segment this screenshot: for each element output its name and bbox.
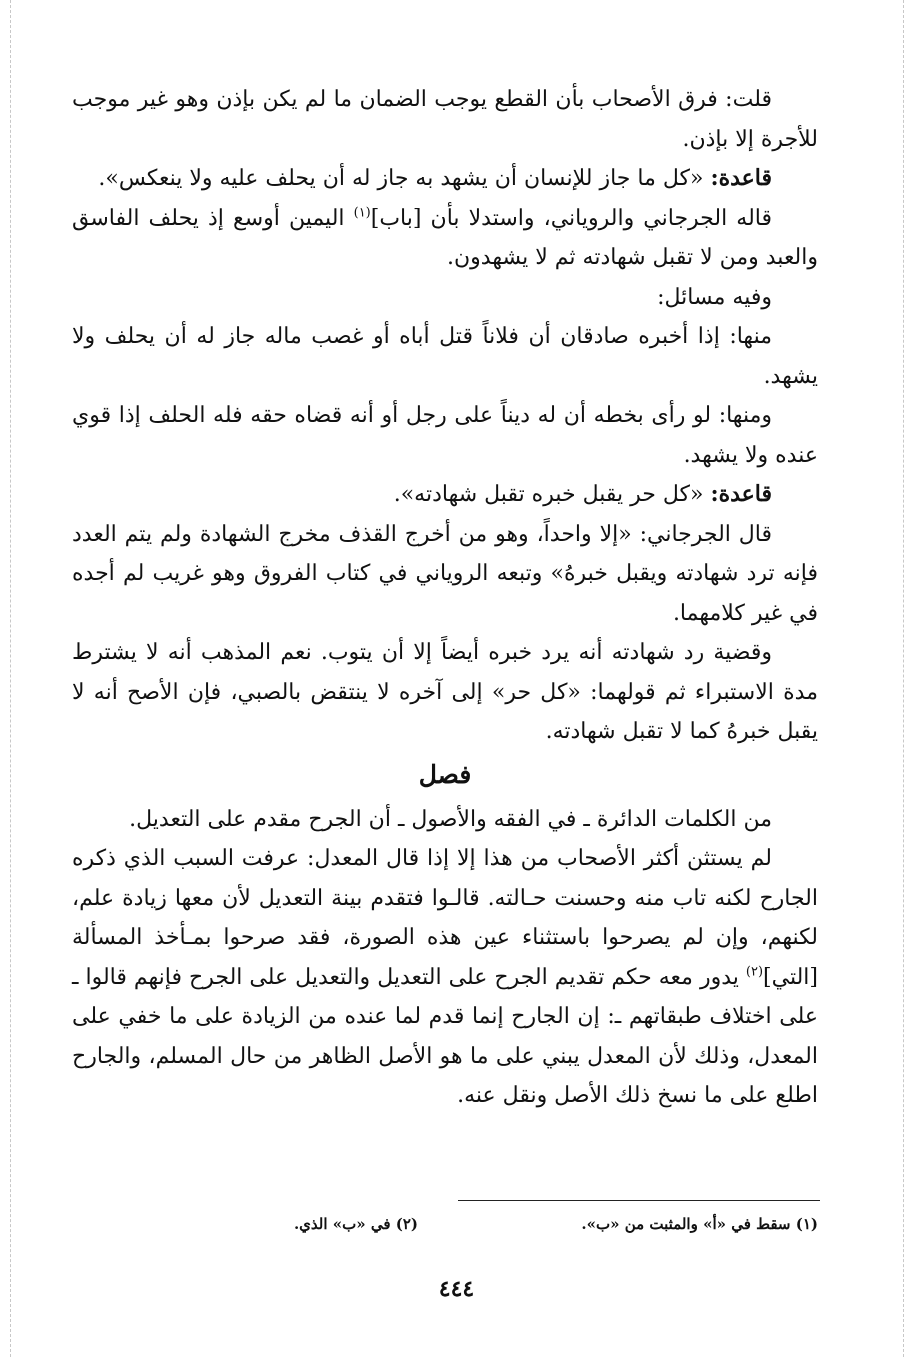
- footnote-ref-2: (٢): [745, 964, 764, 980]
- section-paragraph-2: [72, 839, 818, 1116]
- paragraph-text-part-a: قاله الجرجاني والروياني، واستدلا بأن [باب]: [370, 205, 773, 231]
- paragraph-text: ومنها: لو رأى بخطه أن له ديناً على رجل أو أنه قضاه حقه فله الحلف إذا قوي عنده ولا يشهد.: [72, 403, 818, 468]
- scan-margin-line-right: [903, 0, 904, 1357]
- footnote-1: (١) سقط في «أ» والمثبت من «ب».: [581, 1215, 818, 1233]
- main-text: [72, 80, 818, 1116]
- page-number: ٤٤٤: [438, 1276, 475, 1302]
- paragraph-rule-2: [72, 475, 818, 515]
- paragraph-6: [72, 396, 818, 475]
- paragraph-text-part-a: لم يستثن أكثر الأصحاب من هذا إلا إذا قال المعدل: عرفت السبب الذي ذكره الجارح لكنه تاب منه وحسنت حـالته. قالـوا فتقدم بينة التعديل لأن معها زيادة علم، لكنهم، وإن لم يصرحوا باستثناء عين هذه الصورة، فقد صرحوا بمـأخذ المسألة [التي]: [72, 846, 819, 990]
- paragraph-text: منها: إذا أخبره صادقان أن فلاناً قتل أباه أو غصب ماله جاز له أن يحلف ولا يشهد.: [72, 324, 818, 389]
- paragraph-text: وقضية رد شهادته أنه يرد خبره أيضاً إلا أن يتوب. نعم المذهب أنه لا يشترط مدة الاستبراء ثم قولهما: «كل حر» إلى آخره لا ينتقض بالصبي، فإن الأصح أنه لا يقبل خبرهُ كما لا تقبل شهادته.: [72, 640, 818, 744]
- paragraph-1: [72, 80, 818, 159]
- rule-label: قاعدة:: [710, 165, 772, 191]
- rule-text: «كل حر يقبل خبره تقبل شهادته».: [393, 482, 711, 507]
- paragraph-text: قلت: فرق الأصحاب بأن القطع يوجب الضمان ما لم يكن بإذن وهو غير موجب للأجرة إلا بإذن.: [72, 87, 818, 152]
- paragraph-rule-1: [72, 159, 818, 199]
- scan-margin-line-left: [10, 0, 11, 1357]
- paragraph-text-part-b: اليمين أوسع إذ يحلف الفاسق والعبد ومن لا تقبل شهادته ثم لا يشهدون.: [72, 205, 818, 270]
- paragraph-text: وفيه مسائل:: [657, 284, 772, 310]
- rule-text: «كل ما جاز للإنسان أن يشهد به جاز له أن يحلف عليه ولا ينعكس».: [98, 166, 711, 191]
- paragraph-text: من الكلمات الدائرة ـ في الفقه والأصول ـ أن الجرح مقدم على التعديل.: [129, 806, 772, 832]
- section-paragraph-1: [72, 800, 818, 840]
- paragraph-9: [72, 633, 818, 752]
- footnote-2: (٢) في «ب» الذي.: [293, 1215, 418, 1233]
- paragraph-text-part-b: يدور معه حكم تقديم الجرح على التعديل والتعديل على الجرح فإنهم قالوا ـ على اختلاف طبقاتهم ـ: إن الجارح إنما قدم لما عنده من الزيادة على ما خفي على المعدل، وذلك لأن المعدل يبني على ما هو الأصل الظاهر من حال المسلم، والجارح اطلع على ما نسخ ذلك الأصل ونقل عنه.: [72, 964, 818, 1108]
- footnote-ref-1: (١): [353, 205, 371, 221]
- paragraph-5: [72, 317, 818, 396]
- paragraph-8: [72, 515, 818, 634]
- footnotes: [72, 1210, 818, 1238]
- paragraph-3: [72, 199, 818, 278]
- paragraph-text: قال الجرجاني: «إلا واحداً، وهو من أخرج القذف مخرج الشهادة ولم يتم العدد فإنه ترد شهادته ويقبل خبرهُ» وتبعه الروياني في كتاب الفروق وهو غريب لم أجده في غير كلامهما.: [72, 521, 818, 626]
- paragraph-4: [72, 278, 818, 318]
- section-heading: فصل: [418, 759, 472, 789]
- footnote-separator: [458, 1200, 820, 1201]
- rule-label: قاعدة:: [710, 481, 772, 507]
